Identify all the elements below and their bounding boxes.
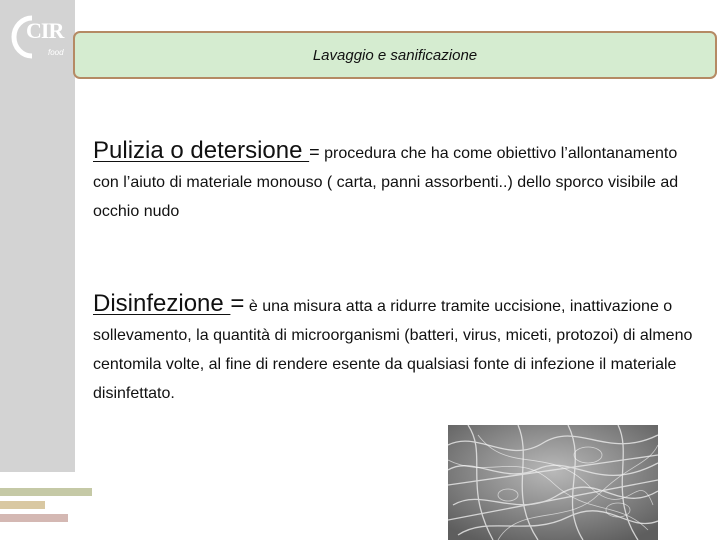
decorative-stripe [0, 488, 92, 496]
term-disinfezione: Disinfezione [93, 290, 231, 317]
definition-pulizia-start: procedura che ha come obiettivo [319, 145, 557, 162]
microscope-image [448, 425, 658, 540]
sidebar-panel [0, 0, 75, 472]
slide-title-box [73, 31, 717, 79]
slide-title: Lavaggio e sanificazione [312, 46, 478, 64]
logo-text: CIR [26, 18, 64, 43]
decorative-stripe [0, 501, 45, 509]
microorganism-texture-icon [448, 425, 658, 540]
cir-food-logo [10, 14, 68, 66]
term-pulizia: Pulizia o detersione [93, 137, 310, 164]
equals-sign: = [309, 142, 320, 162]
definition-disinfezione-rest: inattivazione o sollevamento, la quantità di microorganismi (batteri, virus, miceti, protozoi) di almeno centomila volte, al fine di rendere esente da qualsiasi fonte di infezione il materiale disinfettato. [93, 298, 693, 402]
definition-disinfezione-start: è una misura atta a ridurre tramite uccisione, [244, 298, 566, 315]
definition-disinfezione [93, 289, 693, 408]
definition-pulizia-rest: l’allontanamento con l’aiuto di materiale monouso ( carta, panni assorbenti..) dello sporco visibile ad occhio nudo [93, 145, 679, 220]
definition-pulizia [93, 136, 693, 226]
logo-subtext: food [48, 48, 64, 57]
decorative-stripe [0, 514, 68, 522]
equals-sign: = [230, 290, 245, 317]
